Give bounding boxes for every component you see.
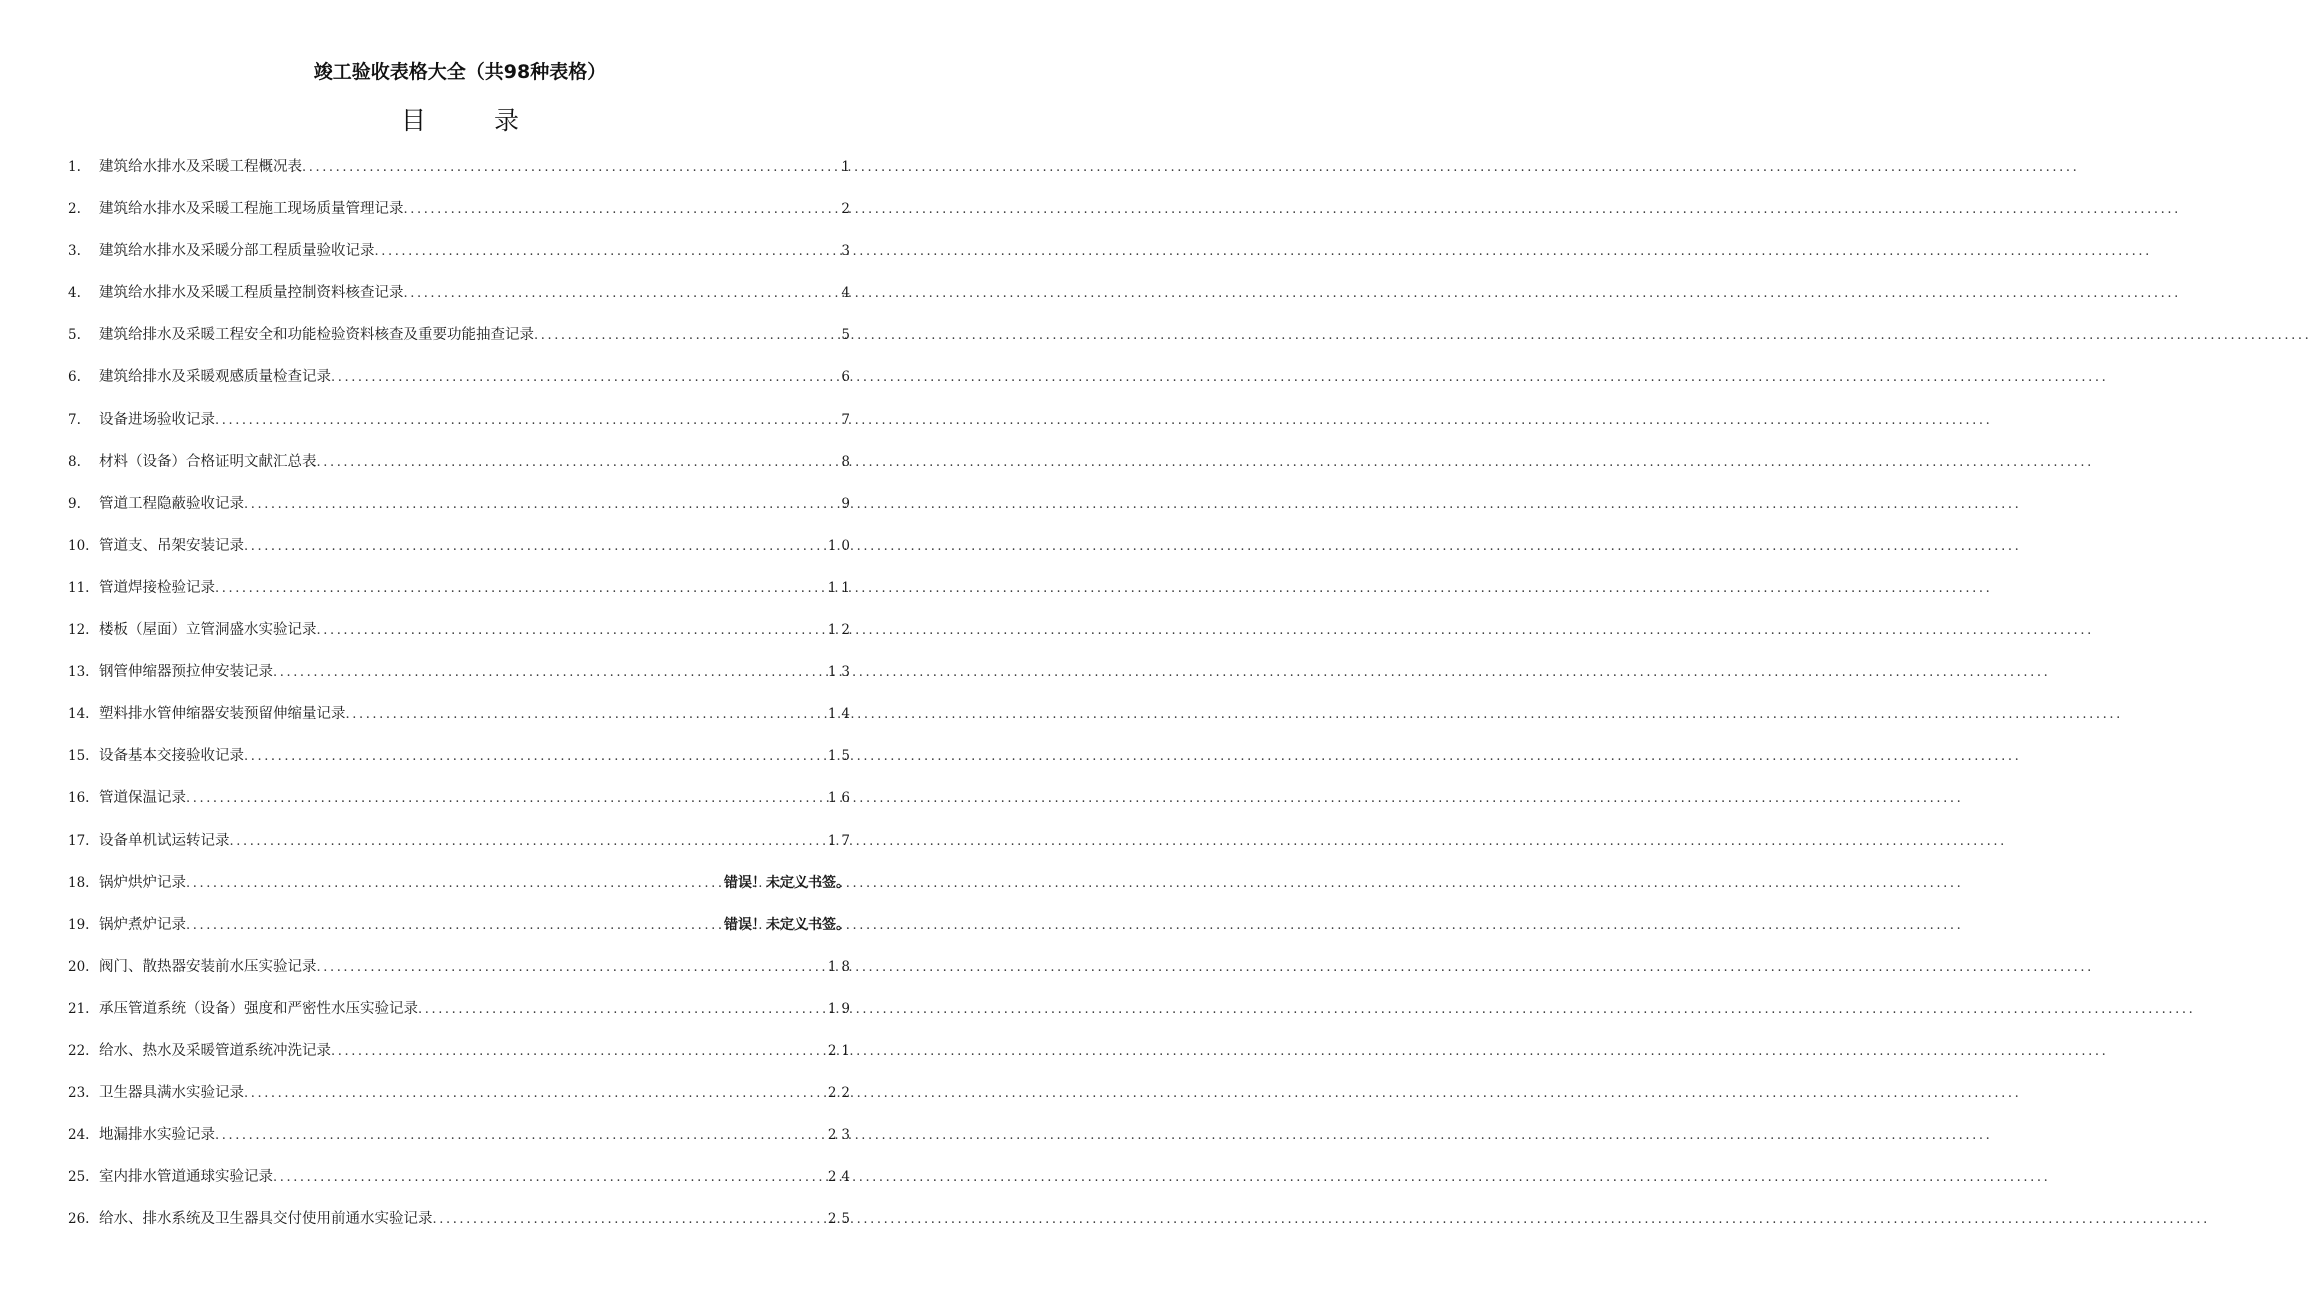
- toc-entry-page: 9: [841, 495, 855, 512]
- toc-entry-page: 15: [827, 748, 855, 765]
- toc-entry-number: 1.: [68, 159, 81, 175]
- toc-entry[interactable]: [68, 1198, 855, 1240]
- toc-entry-label: 楼板（屋面）立管洞盛水实验记录: [99, 622, 317, 639]
- toc-entry[interactable]: [68, 1114, 855, 1156]
- toc-entry-label: 建筑给水排水及采暖工程施工现场质量管理记录: [99, 201, 404, 218]
- toc-entry-number: 14.: [68, 706, 90, 723]
- toc-entry[interactable]: [68, 904, 850, 946]
- table-of-contents: [68, 146, 855, 1240]
- document-page: [0, 0, 920, 1302]
- document-title: 竣工验收表格大全（共98种表格）: [313, 61, 607, 83]
- toc-entry-page: 14: [827, 706, 855, 723]
- toc-entry[interactable]: [68, 777, 855, 819]
- toc-entry-number: 24.: [68, 1127, 90, 1144]
- toc-entry-number: 20.: [68, 958, 90, 975]
- toc-entry-number: 26.: [68, 1211, 90, 1228]
- toc-entry-page: 11: [827, 579, 855, 596]
- toc-entry-page: 6: [841, 369, 855, 386]
- toc-dot-leader: [186, 778, 828, 820]
- toc-entry-page: 错误！未定义书签。: [724, 874, 850, 891]
- toc-entry-label: 锅炉烘炉记录: [99, 874, 186, 891]
- toc-entry[interactable]: [68, 609, 855, 651]
- toc-entry-number: 2.: [68, 201, 81, 218]
- toc-entry-number: 4.: [68, 285, 81, 302]
- toc-entry-label: 地漏排水实验记录: [99, 1127, 215, 1144]
- toc-entry-page: 4: [841, 285, 855, 302]
- toc-entry-label: 阀门、散热器安装前水压实验记录: [99, 958, 317, 975]
- toc-entry-page: 13: [827, 664, 855, 681]
- toc-dot-leader: [317, 610, 828, 652]
- toc-entry-number: 25.: [68, 1169, 90, 1186]
- toc-dot-leader: [215, 568, 828, 610]
- toc-entry-number: 15.: [68, 748, 90, 765]
- toc-entry[interactable]: [68, 1072, 855, 1114]
- toc-entry[interactable]: [68, 399, 855, 441]
- toc-entry[interactable]: [68, 651, 855, 693]
- toc-dot-leader: [534, 315, 841, 357]
- toc-entry-page: 19: [827, 1000, 855, 1017]
- toc-entry-page: 25: [827, 1211, 855, 1228]
- toc-entry-number: 22.: [68, 1042, 90, 1059]
- toc-entry-number: 5.: [68, 327, 81, 344]
- toc-entry-label: 建筑给排水及采暖观感质量检查记录: [99, 369, 331, 386]
- toc-dot-leader: [404, 189, 842, 231]
- toc-entry-label: 管道焊接检验记录: [99, 579, 215, 596]
- toc-entry-number: 18.: [68, 874, 90, 891]
- toc-entry[interactable]: [68, 1156, 855, 1198]
- toc-entry-page: 17: [827, 832, 855, 849]
- toc-entry-page: 24: [827, 1169, 855, 1186]
- toc-dot-leader: [317, 442, 842, 484]
- toc-entry[interactable]: [68, 146, 855, 188]
- toc-entry-number: 21.: [68, 1000, 90, 1017]
- toc-dot-leader: [215, 400, 841, 442]
- toc-entry-number: 9.: [68, 495, 81, 512]
- toc-dot-leader: [230, 821, 828, 863]
- toc-dot-leader: [433, 1199, 828, 1241]
- toc-entry[interactable]: [68, 1030, 855, 1072]
- toc-entry[interactable]: [68, 230, 855, 272]
- toc-entry-page: 2: [841, 201, 855, 218]
- toc-entry-number: 3.: [68, 243, 81, 260]
- toc-entry-label: 设备进场验收记录: [99, 411, 215, 428]
- toc-entry-page: 12: [827, 622, 855, 639]
- toc-entry-label: 给水、排水系统及卫生器具交付使用前通水实验记录: [99, 1211, 433, 1228]
- toc-entry-label: 建筑给水排水及采暖分部工程质量验收记录: [99, 243, 375, 260]
- toc-entry-number: 16.: [68, 790, 90, 807]
- toc-entry-label: 给水、热水及采暖管道系统冲洗记录: [99, 1042, 331, 1059]
- toc-entry-page: 22: [827, 1085, 855, 1102]
- toc-dot-leader: [273, 1157, 828, 1199]
- toc-dot-leader: [302, 147, 841, 189]
- toc-entry[interactable]: [68, 483, 855, 525]
- toc-entry-label: 承压管道系统（设备）强度和严密性水压实验记录: [99, 1000, 418, 1017]
- toc-dot-leader: [331, 1031, 828, 1073]
- toc-dot-leader: [346, 694, 828, 736]
- toc-dot-leader: [317, 947, 828, 989]
- toc-entry-page: 7: [841, 411, 855, 428]
- toc-entry-number: 13.: [68, 664, 90, 681]
- toc-entry-page: 8: [841, 453, 855, 470]
- toc-entry-label: 建筑给水排水及采暖工程概况表: [99, 159, 302, 175]
- toc-dot-leader: [186, 863, 724, 905]
- toc-dot-leader: [273, 652, 828, 694]
- toc-entry-label: 锅炉煮炉记录: [99, 916, 186, 933]
- toc-entry-number: 10.: [68, 537, 90, 554]
- toc-entry[interactable]: [68, 567, 855, 609]
- toc-entry-label: 管道保温记录: [99, 790, 186, 807]
- toc-entry-page: 10: [827, 537, 855, 554]
- toc-entry-number: 17.: [68, 832, 90, 849]
- toc-entry-label: 塑料排水管伸缩器安装预留伸缩量记录: [99, 706, 346, 723]
- toc-entry-label: 设备基本交接验收记录: [99, 748, 244, 765]
- toc-entry-number: 8.: [68, 453, 81, 470]
- toc-dot-leader: [186, 905, 724, 947]
- toc-entry[interactable]: [68, 862, 850, 904]
- toc-entry[interactable]: [68, 946, 855, 988]
- toc-entry-page: 21: [827, 1042, 855, 1059]
- toc-entry-label: 建筑给水排水及采暖工程质量控制资料核查记录: [99, 285, 404, 302]
- toc-entry-number: 19.: [68, 916, 90, 933]
- toc-entry[interactable]: [68, 272, 855, 314]
- toc-dot-leader: [244, 736, 828, 778]
- toc-dot-leader: [244, 484, 841, 526]
- toc-dot-leader: [404, 273, 842, 315]
- toc-entry-number: 23.: [68, 1085, 90, 1102]
- toc-dot-leader: [418, 989, 828, 1031]
- toc-entry-page: 23: [827, 1127, 855, 1144]
- toc-entry-number: 6.: [68, 369, 81, 386]
- toc-heading: 目 录: [401, 106, 549, 135]
- toc-entry-label: 管道工程隐蔽验收记录: [99, 495, 244, 512]
- toc-entry[interactable]: [68, 525, 855, 567]
- toc-entry-page: 18: [827, 958, 855, 975]
- toc-dot-leader: [375, 231, 842, 273]
- toc-entry-page: 5: [841, 327, 855, 344]
- toc-entry-number: 11.: [68, 579, 90, 596]
- toc-entry[interactable]: [68, 441, 855, 483]
- toc-entry[interactable]: [68, 693, 855, 735]
- toc-dot-leader: [331, 357, 841, 399]
- toc-entry-page: 错误！未定义书签。: [724, 916, 850, 933]
- toc-entry[interactable]: [68, 735, 855, 777]
- toc-entry-page: 3: [841, 243, 855, 260]
- toc-entry-page: 1: [841, 159, 855, 175]
- toc-entry-label: 钢管伸缩器预拉伸安装记录: [99, 664, 273, 681]
- toc-entry-label: 设备单机试运转记录: [99, 832, 230, 849]
- toc-entry[interactable]: [68, 314, 855, 356]
- toc-entry[interactable]: [68, 820, 855, 862]
- toc-entry[interactable]: [68, 188, 855, 230]
- toc-entry[interactable]: [68, 988, 855, 1030]
- toc-entry-number: 7.: [68, 411, 81, 428]
- toc-entry[interactable]: [68, 356, 855, 398]
- toc-entry-label: 建筑给排水及采暖工程安全和功能检验资料核查及重要功能抽查记录: [99, 327, 534, 344]
- toc-entry-label: 室内排水管道通球实验记录: [99, 1169, 273, 1186]
- toc-entry-label: 材料（设备）合格证明文献汇总表: [99, 453, 317, 470]
- toc-dot-leader: [244, 1073, 828, 1115]
- toc-entry-label: 管道支、吊架安装记录: [99, 537, 244, 554]
- toc-entry-number: 12.: [68, 622, 90, 639]
- toc-entry-page: 16: [827, 790, 855, 807]
- toc-dot-leader: [215, 1115, 828, 1157]
- toc-entry-label: 卫生器具满水实验记录: [99, 1085, 244, 1102]
- toc-dot-leader: [244, 526, 828, 568]
